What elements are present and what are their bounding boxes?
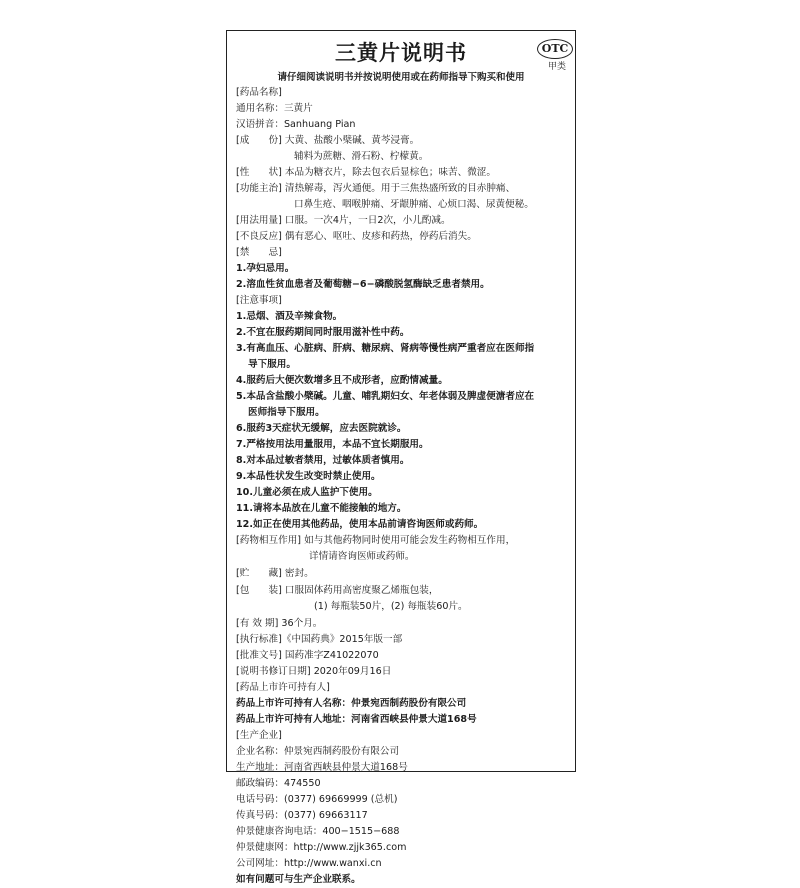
- ingredients-excipients: 辅料为蔗糖、滑石粉、柠檬黄。: [294, 151, 429, 162]
- subtitle-notice: 请仔细阅读说明书并按说明使用或在药师指导下购买和使用: [277, 72, 525, 83]
- precaution-item: 10.儿童必须在成人监护下使用。: [236, 487, 378, 498]
- precaution-item-continued: 导下服用。: [248, 359, 296, 370]
- footer-note: 如有问题可与生产企业联系。: [236, 874, 361, 885]
- validity-line: [有 效 期] 36个月。: [236, 618, 323, 629]
- adverse-reactions-line: [不良反应] 偶有恶心、呕吐、皮疹和药热，停药后消失。: [236, 231, 477, 242]
- interactions-line: [药物相互作用] 如与其他药物同时使用可能会发生药物相互作用，: [236, 535, 516, 546]
- health-website: 仲景健康网：http://www.zjjk365.com: [236, 842, 407, 853]
- contraindication-item: 1.孕妇忌用。: [236, 263, 295, 274]
- contraindications-heading: [禁 忌]: [236, 247, 282, 258]
- contraindication-item: 2.溶血性贫血患者及葡萄糖−6−磷酸脱氢酶缺乏患者禁用。: [236, 279, 490, 290]
- properties-line: [性 状] 本品为糖衣片，除去包衣后显棕色；味苦、微涩。: [236, 167, 496, 178]
- precaution-item: 2.不宜在服药期间同时服用滋补性中药。: [236, 327, 410, 338]
- common-name: 通用名称：三黄片: [236, 103, 313, 114]
- approval-number-line: [批准文号] 国药准字Z41022070: [236, 650, 379, 661]
- company-website: 公司网址：http://www.wanxi.cn: [236, 858, 382, 869]
- precaution-item: 4.服药后大便次数增多且不成形者，应酌情减量。: [236, 375, 448, 386]
- manufacturer-name: 企业名称：仲景宛西制药股份有限公司: [236, 746, 400, 757]
- package-line: [包 装] 口服固体药用高密度聚乙烯瓶包装，: [236, 585, 439, 596]
- otc-badge: OTC: [537, 39, 573, 59]
- revision-date-line: [说明书修订日期] 2020年09月16日: [236, 666, 392, 677]
- precaution-item: 11.请将本品放在儿童不能接触的地方。: [236, 503, 407, 514]
- precaution-item: 8.对本品过敏者禁用，过敏体质者慎用。: [236, 455, 410, 466]
- precaution-item: 5.本品含盐酸小檗碱。儿童、哺乳期妇女、年老体弱及脾虚便溏者应在: [236, 391, 535, 402]
- instruction-sheet: [226, 30, 576, 885]
- phone-number: 电话号码：(0377) 69669999 (总机): [236, 794, 398, 805]
- precaution-item: 1.忌烟、酒及辛辣食物。: [236, 311, 343, 322]
- dosage-line: [用法用量] 口服。一次4片，一日2次，小儿酌减。: [236, 215, 451, 226]
- otc-category-label: 甲类: [548, 62, 567, 72]
- mah-address: 药品上市许可持有人地址：河南省西峡县仲景大道168号: [236, 714, 477, 725]
- pinyin-name: 汉语拼音：Sanhuang Pian: [236, 119, 356, 130]
- precaution-item: 6.服药3天症状无缓解，应去医院就诊。: [236, 423, 407, 434]
- precautions-heading: [注意事项]: [236, 295, 282, 306]
- manufacturer-heading: [生产企业]: [236, 730, 282, 741]
- fax-number: 传真号码：(0377) 69663117: [236, 810, 368, 821]
- leaflet-content: [236, 85, 571, 888]
- consult-phone: 仲景健康咨询电话：400−1515−688: [236, 826, 400, 837]
- indications-line: [功能主治] 清热解毒，泻火通便。用于三焦热盛所致的目赤肿痛、: [236, 183, 516, 194]
- precaution-item: 3.有高血压、心脏病、肝病、糖尿病、肾病等慢性病严重者应在医师指: [236, 343, 535, 354]
- standard-line: [执行标准]《中国药典》2015年版一部: [236, 634, 403, 645]
- precaution-item: 7.严格按用法用量服用，本品不宜长期服用。: [236, 439, 429, 450]
- storage-line: [贮 藏] 密封。: [236, 568, 314, 579]
- package-continued: (1) 每瓶装50片，(2) 每瓶装60片。: [314, 601, 468, 612]
- precaution-item: 9.本品性状发生改变时禁止使用。: [236, 471, 381, 482]
- precaution-item-continued: 医师指导下服用。: [248, 407, 325, 418]
- precaution-item: 12.如正在使用其他药品，使用本品前请咨询医师或药师。: [236, 519, 484, 530]
- mah-name: 药品上市许可持有人名称：仲景宛西制药股份有限公司: [236, 698, 467, 709]
- drug-name-heading: [药品名称]: [236, 87, 282, 98]
- interactions-continued: 详情请咨询医师或药师。: [309, 551, 415, 562]
- ingredients-line: [成 份] 大黄、盐酸小檗碱、黄芩浸膏。: [236, 135, 420, 146]
- indications-continued: 口鼻生疮、咽喉肿痛、牙龈肿痛、心烦口渴、尿黄便秘。: [294, 199, 534, 210]
- mah-heading: [药品上市许可持有人]: [236, 682, 330, 693]
- page-title: 三黄片说明书: [335, 41, 467, 65]
- postal-code: 邮政编码：474550: [236, 778, 321, 789]
- manufacturer-address: 生产地址：河南省西峡县仲景大道168号: [236, 762, 408, 773]
